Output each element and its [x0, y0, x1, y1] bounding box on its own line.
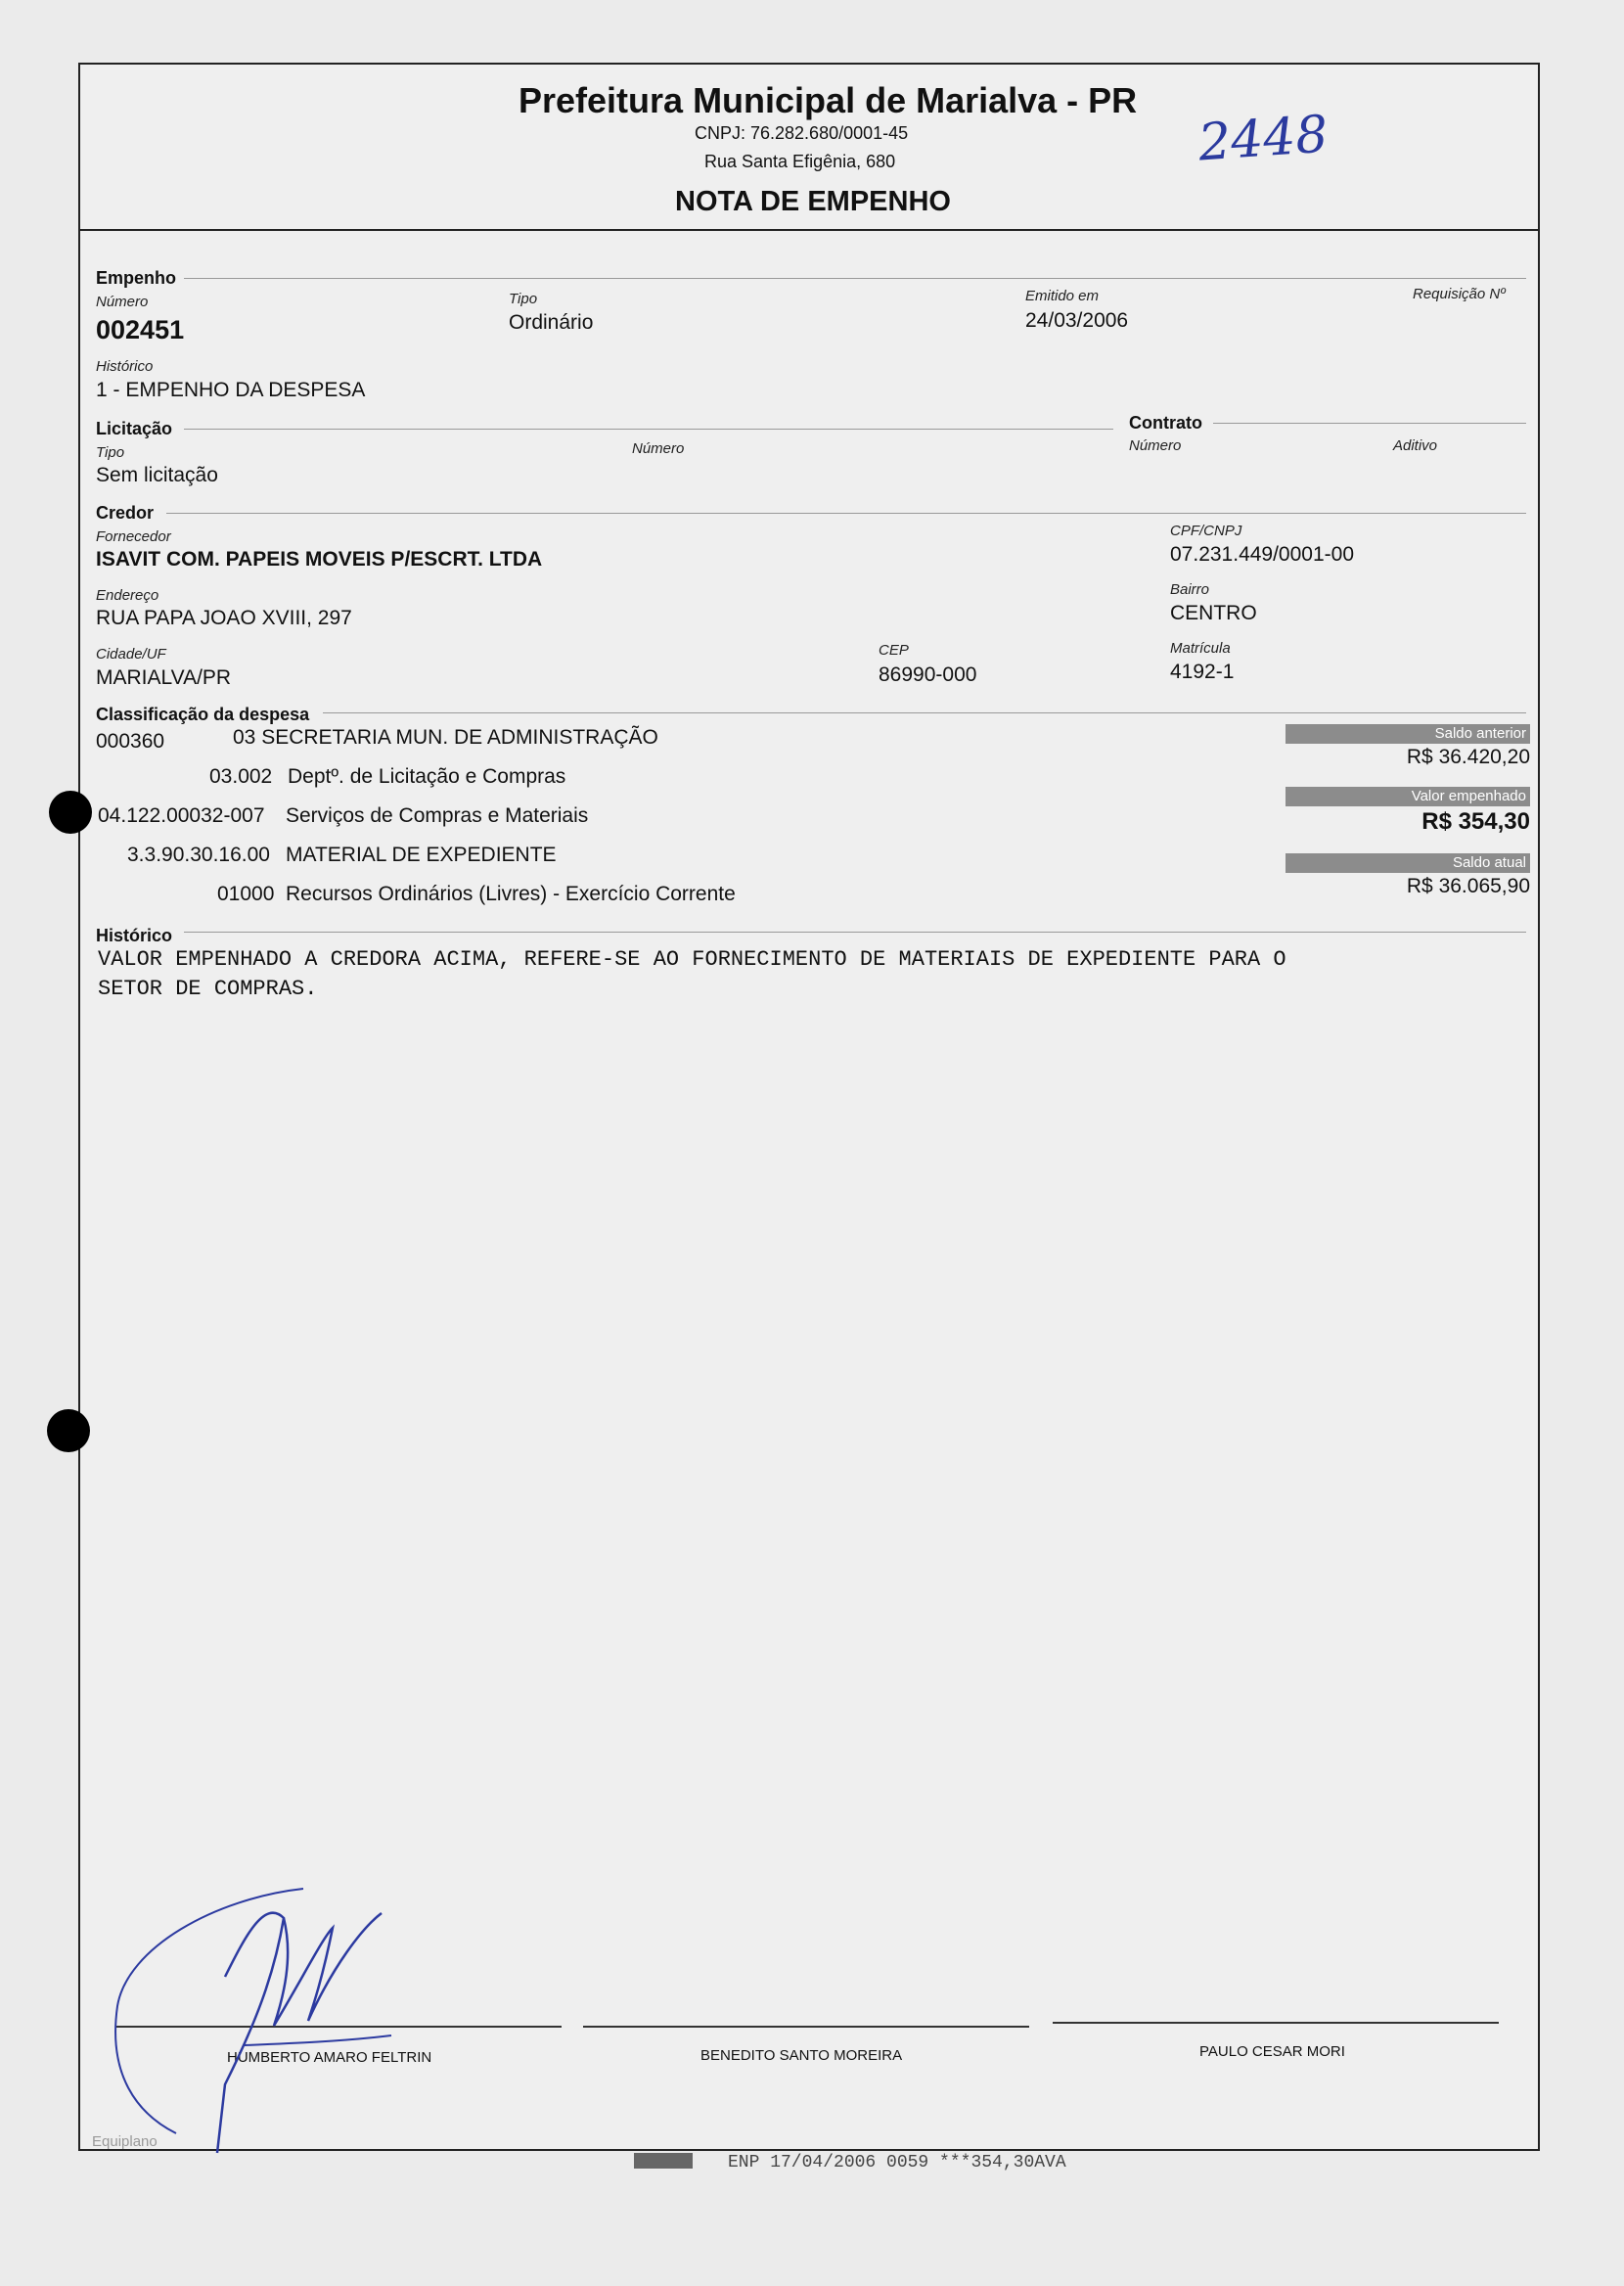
punch-hole — [47, 1409, 90, 1452]
cpf-label: CPF/CNPJ — [1170, 523, 1242, 539]
contrato-numero-label: Número — [1129, 437, 1182, 454]
fornecedor-label: Fornecedor — [96, 528, 171, 545]
cnpj-text: CNPJ: 76.282.680/0001-45 — [695, 123, 909, 143]
historico-value: 1 - EMPENHO DA DESPESA — [96, 379, 366, 401]
requisicao-label: Requisição Nº — [1413, 286, 1506, 302]
section-classificacao: Classificação da despesa — [96, 705, 310, 724]
section-contrato: Contrato — [1129, 413, 1202, 433]
empenho-number: 002451 — [96, 315, 185, 344]
signature-name: BENEDITO SANTO MOREIRA — [700, 2047, 903, 2064]
handwritten-number: 2448 — [1196, 105, 1331, 173]
cidade-value: MARIALVA/PR — [96, 666, 232, 689]
stamp-block — [634, 2153, 693, 2169]
classificacao-desc: Recursos Ordinários (Livres) - Exercício Corrente — [286, 883, 736, 905]
classificacao-code: 3.3.90.30.16.00 — [127, 844, 270, 866]
licitacao-tipo-label: Tipo — [96, 444, 125, 461]
matricula-label: Matrícula — [1170, 640, 1231, 657]
saldo-atual-label: Saldo atual — [1286, 853, 1530, 873]
cidade-label: Cidade/UF — [96, 646, 166, 663]
classificacao-code: 000360 — [96, 730, 165, 753]
divider — [1213, 423, 1526, 424]
tipo-value: Ordinário — [509, 311, 594, 334]
page-title: Prefeitura Municipal de Marialva - PR — [519, 80, 1138, 120]
historico-text-line2: SETOR DE COMPRAS. — [98, 977, 318, 1001]
fornecedor-value: ISAVIT COM. PAPEIS MOVEIS P/ESCRT. LTDA — [96, 548, 543, 571]
endereco-label: Endereço — [96, 587, 159, 604]
historico-label: Histórico — [96, 358, 154, 375]
classificacao-code: 04.122.00032-007 — [98, 804, 265, 827]
section-historico: Histórico — [96, 926, 173, 945]
classificacao-desc: Deptº. de Licitação e Compras — [288, 765, 566, 788]
matricula-value: 4192-1 — [1170, 661, 1235, 683]
signature-line — [583, 2026, 1029, 2028]
divider — [166, 513, 1526, 514]
emitido-label: Emitido em — [1025, 288, 1100, 304]
saldo-anterior-label: Saldo anterior — [1286, 724, 1530, 744]
classificacao-code: 03.002 — [209, 765, 273, 788]
valor-empenhado-label: Valor empenhado — [1286, 787, 1530, 806]
software-name: Equiplano — [92, 2133, 158, 2150]
licitacao-numero-label: Número — [632, 440, 685, 457]
contrato-aditivo-label: Aditivo — [1393, 437, 1438, 454]
signature-name: PAULO CESAR MORI — [1199, 2043, 1345, 2060]
punch-hole — [49, 791, 92, 834]
header-divider — [78, 229, 1538, 231]
classificacao-desc: MATERIAL DE EXPEDIENTE — [286, 844, 557, 866]
tipo-label: Tipo — [509, 291, 538, 307]
divider — [184, 429, 1113, 430]
section-licitacao: Licitação — [96, 419, 173, 438]
bairro-label: Bairro — [1170, 581, 1210, 598]
classificacao-code: 01000 — [217, 883, 275, 905]
valor-empenhado-value: R$ 354,30 — [1421, 808, 1530, 835]
cpf-value: 07.231.449/0001-00 — [1170, 543, 1355, 566]
endereco-value: RUA PAPA JOAO XVIII, 297 — [96, 607, 352, 629]
classificacao-desc: 03 SECRETARIA MUN. DE ADMINISTRAÇÃO — [233, 726, 658, 749]
emitido-value: 24/03/2006 — [1025, 309, 1129, 332]
divider — [184, 932, 1526, 933]
cep-value: 86990-000 — [879, 663, 977, 686]
signature-name: HUMBERTO AMARO FELTRIN — [227, 2049, 432, 2066]
cep-label: CEP — [879, 642, 909, 659]
saldo-atual-value: R$ 36.065,90 — [1406, 875, 1530, 897]
numero-label: Número — [96, 294, 149, 310]
section-empenho: Empenho — [96, 268, 177, 288]
saldo-anterior-value: R$ 36.420,20 — [1406, 746, 1530, 768]
document-frame — [78, 63, 1540, 2151]
historico-text-line1: VALOR EMPENHADO A CREDORA ACIMA, REFERE-SE AO FORNECIMENTO DE MATERIAIS DE EXPEDIENTE PARA O — [98, 947, 1286, 972]
licitacao-tipo-value: Sem licitação — [96, 464, 218, 486]
divider — [323, 712, 1526, 713]
divider — [184, 278, 1526, 279]
address-text: Rua Santa Efigênia, 680 — [704, 152, 896, 171]
classificacao-desc: Serviços de Compras e Materiais — [286, 804, 589, 827]
machine-stamp: ENP 17/04/2006 0059 ***354,30AVA — [728, 2153, 1066, 2172]
section-credor: Credor — [96, 503, 155, 523]
document-title: NOTA DE EMPENHO — [675, 186, 951, 217]
bairro-value: CENTRO — [1170, 602, 1257, 624]
signature-line — [1053, 2022, 1499, 2024]
